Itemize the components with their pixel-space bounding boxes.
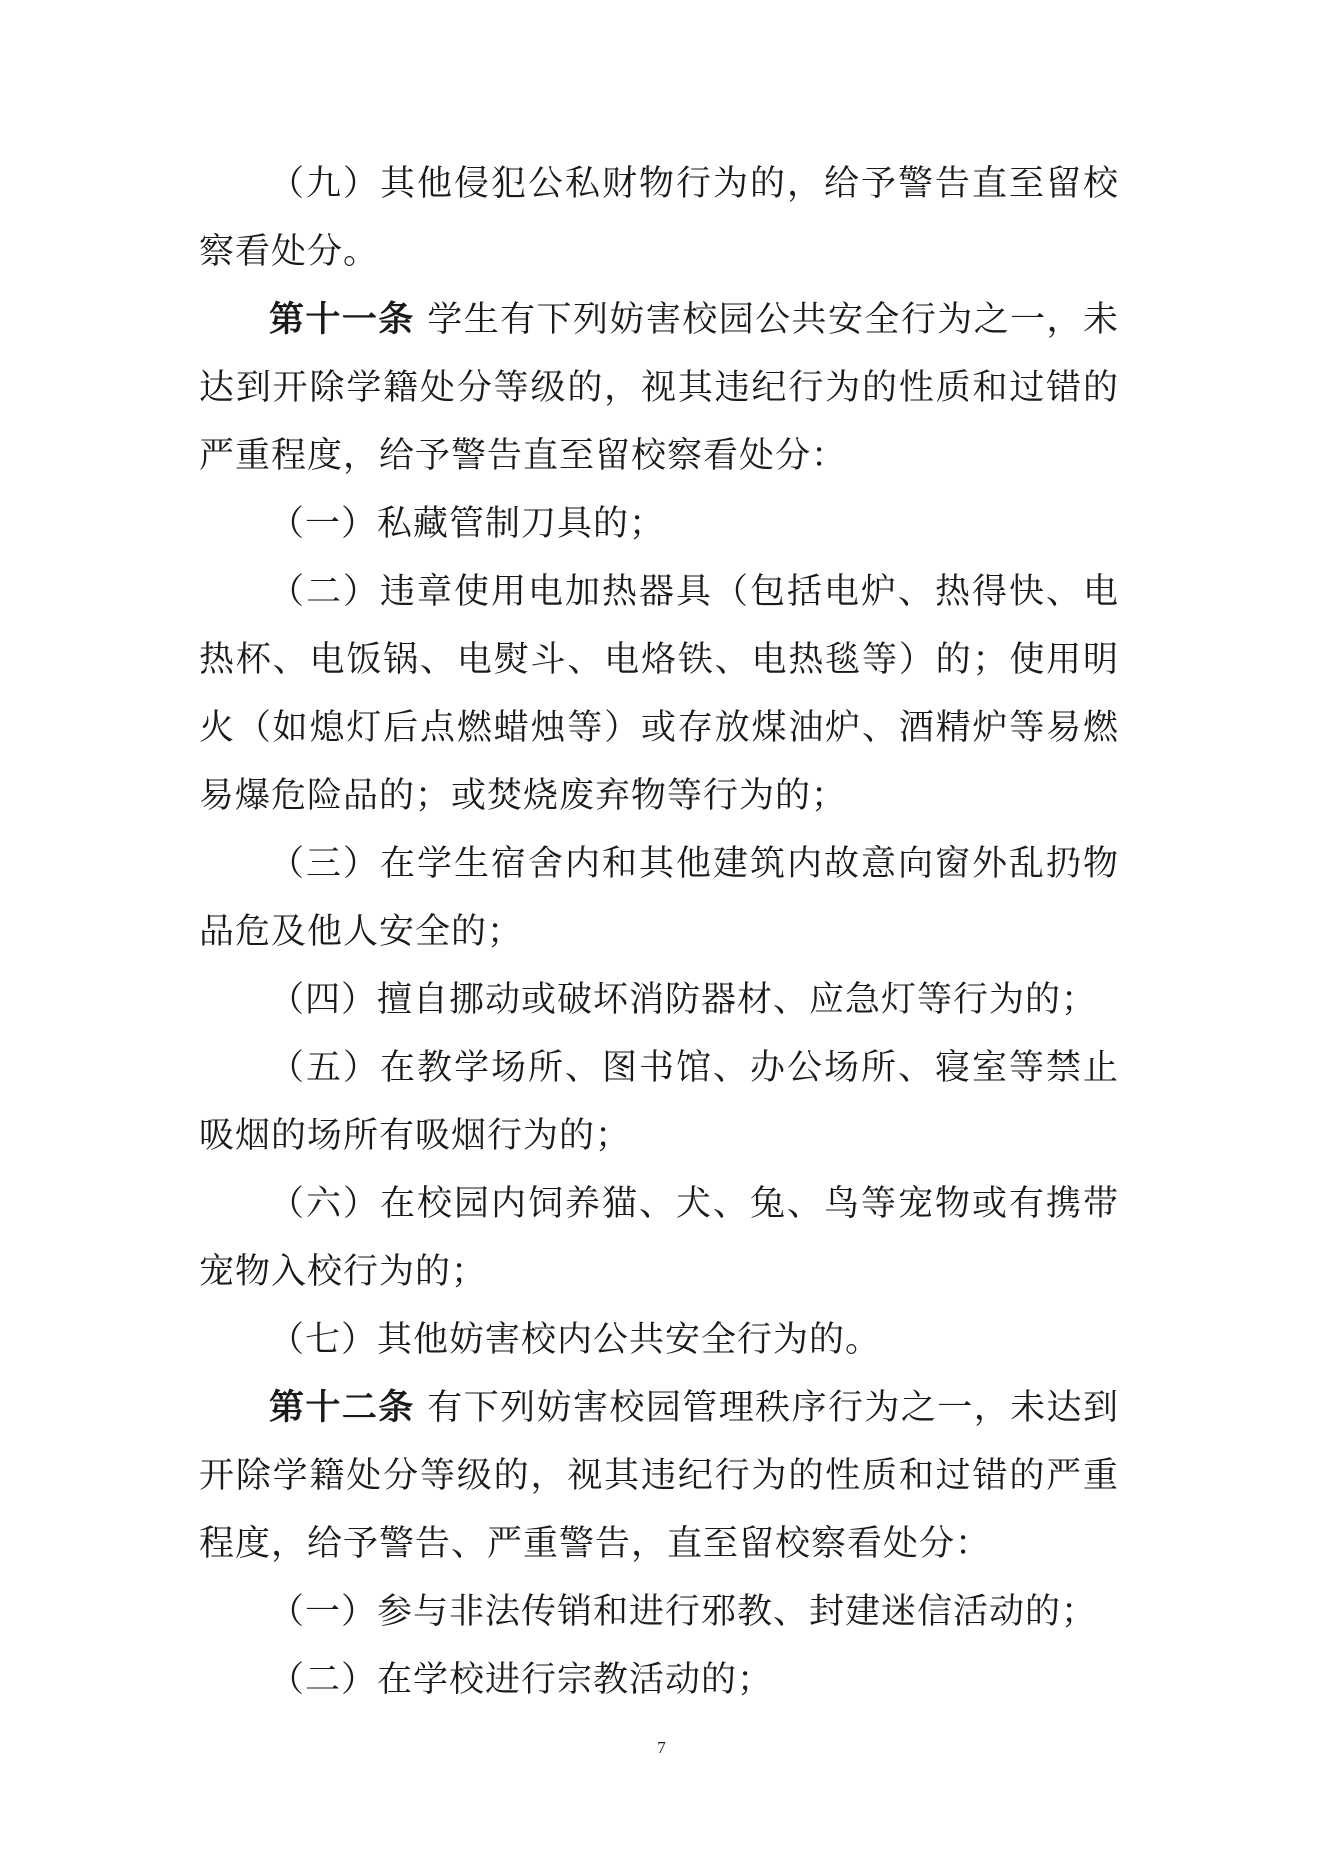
article-11-item-4: [199, 966, 1119, 1034]
paragraph-text: （七）其他妨害校内公共安全行为的。: [269, 1320, 882, 1360]
paragraph-text: （一）参与非法传销和进行邪教、封建迷信活动的；: [269, 1592, 1098, 1632]
paragraph-text: （二）违章使用电加热器具（包括电炉、热得快、电热杯、电饭锅、电熨斗、电烙铁、电热毯等）的；使用明火（如熄灯后点燃蜡烛等）或存放煤油炉、酒精炉等易燃易爆危险品的；或焚烧废弃物等行为的；: [199, 572, 1119, 816]
paragraph-text: （九）其他侵犯公私财物行为的，给予警告直至留校察看处分。: [199, 164, 1119, 272]
article-12-heading: 第十二条: [269, 1387, 415, 1428]
paragraph-text: （五）在教学场所、图书馆、办公场所、寝室等禁止吸烟的场所有吸烟行为的；: [199, 1048, 1119, 1156]
paragraph-item-9: [199, 150, 1119, 286]
article-11-item-7: [199, 1306, 1119, 1374]
article-11-item-2: [199, 558, 1119, 830]
page-number: 7: [657, 1738, 666, 1757]
article-12-item-2: [199, 1646, 1119, 1714]
article-11-heading: 第十一条: [269, 299, 415, 340]
article-11-paragraph: [199, 286, 1119, 490]
paragraph-text: 学生有下列妨害校园公共安全行为之一，未达到开除学籍处分等级的，视其违纪行为的性质和过错的严重程度，给予警告直至留校察看处分：: [199, 300, 1119, 476]
paragraph-text: （一）私藏管制刀具的；: [269, 504, 666, 544]
paragraph-text: （三）在学生宿舍内和其他建筑内故意向窗外乱扔物品危及他人安全的；: [199, 844, 1119, 952]
paragraph-text: （六）在校园内饲养猫、犬、兔、鸟等宠物或有携带宠物入校行为的；: [199, 1184, 1119, 1292]
article-11-item-3: [199, 830, 1119, 966]
article-11-item-1: [199, 490, 1119, 558]
article-11-item-5: [199, 1034, 1119, 1170]
paragraph-text: 有下列妨害校园管理秩序行为之一，未达到开除学籍处分等级的，视其违纪行为的性质和过错的严重程度，给予警告、严重警告，直至留校察看处分：: [199, 1388, 1119, 1564]
article-11-item-6: [199, 1170, 1119, 1306]
document-body: [199, 150, 1119, 1714]
paragraph-text: （二）在学校进行宗教活动的；: [269, 1660, 774, 1700]
article-12-item-1: [199, 1578, 1119, 1646]
paragraph-text: （四）擅自挪动或破坏消防器材、应急灯等行为的；: [269, 980, 1098, 1020]
article-12-paragraph: [199, 1374, 1119, 1578]
